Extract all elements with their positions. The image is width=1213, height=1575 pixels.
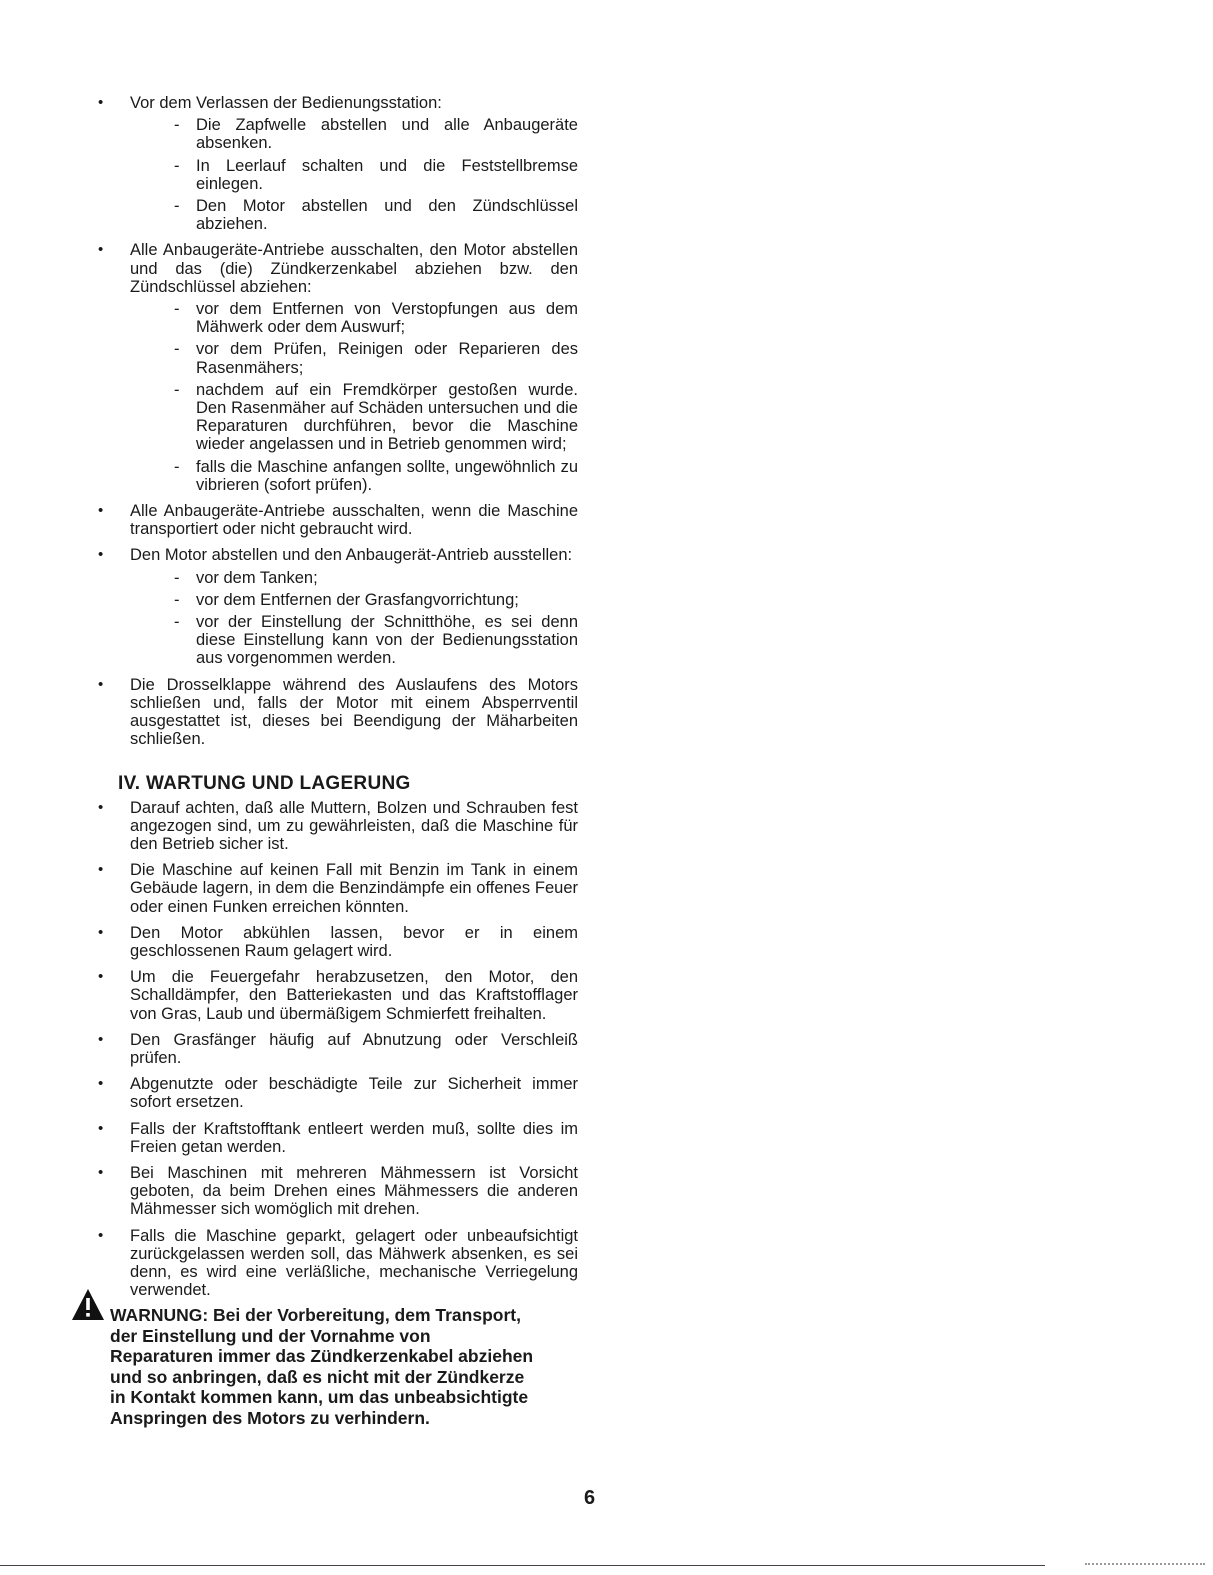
bottom-rule — [0, 1565, 1045, 1566]
bullet-item: • Bei Maschinen mit mehreren Mähmessern ist Vorsicht geboten, da beim Drehen eines Mähmessers die anderen Mähmesser sich womöglich mit drehen. — [98, 1163, 578, 1219]
sub-item: - nachdem auf ein Fremdkörper gestoßen wurde. Den Rasenmäher auf Schäden untersuchen und die Reparaturen durchführen, bevor die Maschine wieder angelassen und in Betrieb genommen wird; — [174, 380, 578, 454]
page-number: 6 — [584, 1487, 596, 1509]
bullet-item: • Falls der Kraftstofftank entleert werden muß, sollte dies im Freien getan werden. — [98, 1119, 578, 1156]
sub-item: - falls die Maschine anfangen sollte, ungewöhnlich zu vibrieren (sofort prüfen). — [174, 457, 578, 494]
sub-item: - Den Motor abstellen und den Zündschlüssel abziehen. — [174, 197, 578, 234]
sub-item: - vor dem Tanken; — [174, 568, 318, 587]
warning-block — [110, 1305, 538, 1428]
maintenance-storage-list — [96, 799, 578, 1300]
text-column — [96, 94, 578, 1428]
bullet-item: • Darauf achten, daß alle Muttern, Bolzen und Schrauben fest angezogen sind, um zu gewährleisten, daß die Maschine für den Betrieb sicher ist. — [98, 798, 578, 853]
bullet-item: • Die Drosselklappe während des Auslaufens des Motors schließen und, falls der Motor mit einem Absperrventil ausgestattet ist, dieses bei Beendigung der Mäharbeiten schließen. — [98, 675, 578, 749]
bullet-item: • Alle Anbaugeräte-Antriebe ausschalten, wenn die Maschine transportiert oder nicht gebraucht wird. — [98, 502, 578, 539]
bullet-item: • Falls die Maschine geparkt, gelagert oder unbeaufsichtigt zurückgelassen werden soll, das Mähwerk absenken, es sei denn, es wird eine verläßliche, mechanische Verriegelung verwendet. — [98, 1226, 578, 1300]
sub-item: - Die Zapfwelle abstellen und alle Anbaugeräte absenken. — [174, 116, 578, 153]
bullet-item: • Die Maschine auf keinen Fall mit Benzin im Tank in einem Gebäude lagern, in dem die Benzindämpfe ein offenes Feuer oder einen Funken erreichen könnten. — [98, 861, 578, 916]
warning-triangle-icon — [70, 1287, 106, 1323]
bullet-item: • Den Grasfänger häufig auf Abnutzung oder Verschleiß prüfen. — [98, 1030, 578, 1067]
bullet-item: • Den Motor abstellen und den Anbaugerät-Antrieb ausstellen: - vor dem Tanken; - vor dem Entfernen der Grasfangvorrichtung; - vor der Einstellung der Schnitthöhe, es sei denn diese Einstellung kann von der Bedienungsstation aus vorgenommen werden. — [98, 546, 578, 668]
sub-item: - In Leerlauf schalten und die Feststellbremse einlegen. — [174, 156, 578, 193]
sub-item: - vor dem Prüfen, Reinigen oder Reparieren des Rasenmähers; — [174, 340, 578, 377]
bullet-item: • Abgenutzte oder beschädigte Teile zur Sicherheit immer sofort ersetzen. — [98, 1075, 578, 1112]
operating-safety-list — [96, 94, 578, 749]
bullet-item: • Den Motor abkühlen lassen, bevor er in einem geschlossenen Raum gelagert wird. — [98, 923, 578, 960]
sub-item: - vor dem Entfernen der Grasfangvorrichtung; — [174, 590, 519, 609]
bottom-dotted-rule — [1085, 1563, 1205, 1567]
sub-item: - vor dem Entfernen von Verstopfungen aus dem Mähwerk oder dem Auswurf; — [174, 300, 578, 337]
bullet-item: • Vor dem Verlassen der Bedienungsstation: - Die Zapfwelle abstellen und alle Anbaugeräte absenken. - In Leerlauf schalten und die Feststellbremse einlegen. - Den Motor abstellen und den Zündschlüssel abziehen. — [98, 94, 578, 234]
section-heading: IV. WARTUNG UND LAGERUNG — [118, 772, 411, 794]
sub-item: - vor der Einstellung der Schnitthöhe, es sei denn diese Einstellung kann von der Bedienungsstation aus vorgenommen werden. — [174, 613, 578, 668]
bullet-item: • Alle Anbaugeräte-Antriebe ausschalten, den Motor abstellen und das (die) Zündkerzenkabel abziehen bzw. den Zündschlüssel abziehen: - vor dem Entfernen von Verstopfungen aus dem Mähwerk oder dem Auswurf; - vor dem Prüfen, Reinigen oder Reparieren des Rasenmähers; - nachdem auf ein Fremdkörper gestoßen wurde. Den Rasenmäher auf Schäden untersuchen und die Reparaturen durchführen, bevor die Maschine wieder angelassen und in Betrieb genommen wird; - falls die Maschine anfangen sollte, ungewöhnlich zu vibrieren (sofort prüfen). — [98, 241, 578, 494]
bullet-item: • Um die Feuergefahr herabzusetzen, den Motor, den Schalldämpfer, den Batteriekasten und das Kraftstofflager von Gras, Laub und übermäßigem Schmierfett freihalten. — [98, 968, 578, 1023]
warning-text: WARNUNG: Bei der Vorbereitung, dem Transport, der Einstellung und der Vornahme von Reparaturen immer das Zündkerzenkabel abziehen und so anbringen, daß es nicht mit der Zündkerze in Kontakt kommen kann, um das unbeabsichtigte Anspringen des Motors zu verhindern. — [110, 1305, 534, 1428]
